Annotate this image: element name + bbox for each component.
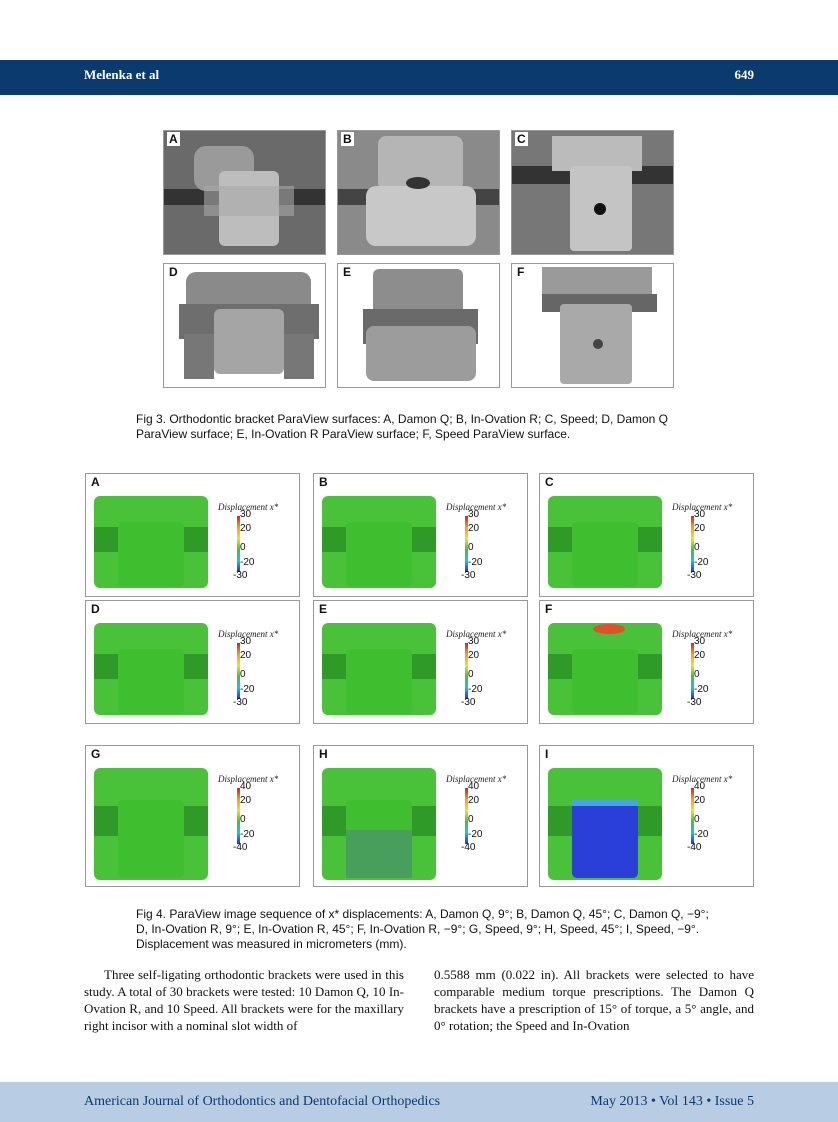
colorbar-tick-label: -30: [233, 570, 248, 581]
colorbar-tick-label: -40: [233, 842, 248, 853]
colorbar-tick-label: -20: [240, 557, 255, 568]
colorbar-tick-label: 30: [468, 509, 480, 520]
colorbar-tick-label: 30: [240, 636, 252, 647]
colorbar-tick-label: 0: [694, 669, 700, 680]
fig3-panel-b: [337, 130, 500, 255]
colorbar-tick-label: -20: [468, 684, 483, 695]
body-left-column: Three self-ligating orthodontic brackets were used in this study. A total of 30 brackets were tested: 10 Damon Q, 10 In-Ovation R, and 10 Speed. All brackets were for the maxillary right incisor with a nominal slot width of: [84, 967, 404, 1033]
colorbar-tick-label: 20: [694, 523, 706, 534]
fig3-panel-d: [163, 263, 326, 388]
bracket-surface: [338, 264, 500, 388]
bracket-photo: [512, 131, 674, 255]
colorbar-tick-label: -40: [461, 842, 476, 853]
footer-journal-title: American Journal of Orthodontics and Dentofacial Orthopedics: [84, 1094, 441, 1109]
page-number: 649: [734, 67, 754, 82]
colorbar-tick-label: 30: [468, 636, 480, 647]
panel-label: A: [169, 132, 178, 146]
displacement-surface: [318, 492, 440, 592]
bracket-surface: [512, 264, 674, 388]
colorbar-tick-label: -30: [461, 697, 476, 708]
colorbar-title: Displacement x*: [446, 774, 507, 784]
colorbar-tick-label: 20: [468, 523, 480, 534]
colorbar-tick-label: -40: [687, 842, 702, 853]
colorbar-tick-label: -20: [468, 557, 483, 568]
colorbar-tick-label: -20: [694, 684, 709, 695]
displacement-surface: [544, 492, 666, 592]
colorbar-title: Displacement x*: [446, 629, 507, 639]
colorbar-tick-label: -20: [694, 829, 709, 840]
panel-label: D: [91, 602, 100, 616]
displacement-surface: [318, 619, 440, 719]
panel-label: B: [319, 475, 328, 489]
body-right-column: 0.5588 mm (0.022 in). All brackets were selected to have comparable medium torque prescriptions. The Damon Q brackets have a prescription of 15° of torque, a 5° angle, and 0° rotation; the Speed and In-Ovation: [434, 967, 754, 1033]
displacement-surface: [544, 619, 666, 719]
fig4-panel-h: [313, 745, 528, 887]
panel-label: B: [343, 132, 352, 146]
fig3-caption: Fig 3. Orthodontic bracket ParaView surfaces: A, Damon Q; B, In-Ovation R; C, Speed; D, Damon Q ParaView surface; E, In-Ovation R ParaView surface; F, Speed ParaView surface.: [136, 412, 669, 441]
colorbar-tick-label: 30: [694, 636, 706, 647]
colorbar-tick-label: -20: [468, 829, 483, 840]
displacement-surface: [544, 764, 666, 884]
panel-label: F: [545, 602, 553, 616]
panel-label: C: [545, 475, 554, 489]
footer-issue-info: May 2013 • Vol 143 • Issue 5: [590, 1094, 754, 1109]
fig3-panel-a: [163, 130, 326, 255]
colorbar-tick-label: 20: [694, 650, 706, 661]
fig4-panel-c: [539, 473, 754, 597]
panel-label: C: [517, 132, 526, 146]
displacement-surface: [90, 619, 212, 719]
colorbar-tick-label: -20: [694, 557, 709, 568]
colorbar-title: Displacement x*: [672, 502, 733, 512]
colorbar-tick-label: 0: [240, 814, 246, 825]
bracket-surface: [164, 264, 326, 388]
colorbar-tick-label: 0: [468, 542, 474, 553]
displacement-surface: [90, 492, 212, 592]
colorbar-title: Displacement x*: [672, 629, 733, 639]
displacement-surface: [318, 764, 440, 884]
fig3-panel-c: [511, 130, 674, 255]
colorbar-title: Displacement x*: [672, 774, 733, 784]
panel-label: A: [91, 475, 100, 489]
colorbar-tick-label: -30: [687, 570, 702, 581]
fig4-panel-i: [539, 745, 754, 887]
fig3-panel-f: [511, 263, 674, 388]
colorbar-tick-label: 40: [468, 781, 480, 792]
panel-label: F: [517, 265, 525, 279]
colorbar-tick-label: 20: [468, 650, 480, 661]
colorbar-tick-label: 40: [240, 781, 252, 792]
colorbar-tick-label: -30: [687, 697, 702, 708]
fig4-panel-e: [313, 600, 528, 724]
colorbar-tick-label: 0: [240, 669, 246, 680]
colorbar-tick-label: 20: [468, 795, 480, 806]
fig4-panel-d: [85, 600, 300, 724]
colorbar-tick-label: 0: [468, 814, 474, 825]
colorbar-title: Displacement x*: [218, 629, 279, 639]
colorbar-tick-label: 0: [468, 669, 474, 680]
panel-label: E: [319, 602, 328, 616]
displacement-surface: [90, 764, 212, 884]
fig4-panel-g: [85, 745, 300, 887]
panel-label: E: [343, 265, 352, 279]
colorbar-tick-label: 20: [240, 523, 252, 534]
colorbar-tick-label: 20: [240, 650, 252, 661]
fig4-panel-a: [85, 473, 300, 597]
bracket-photo: [164, 131, 326, 255]
fig4-panel-f: [539, 600, 754, 724]
colorbar-tick-label: 20: [694, 795, 706, 806]
colorbar-tick-label: 30: [240, 509, 252, 520]
panel-label: G: [91, 747, 101, 761]
fig4-caption: Fig 4. ParaView image sequence of x* displacements: A, Damon Q, 9°; B, Damon Q, 45°; C, Damon Q, −9°; D, In-Ovation R, 9°; E, In-Ovation R, 45°; F, In-Ovation R, −9°; G, Speed, 9°; H, Speed, 45°; I, Speed, −9°. Displacement was measured in micrometers (mm).: [136, 907, 709, 951]
colorbar-tick-label: 30: [694, 509, 706, 520]
colorbar-title: Displacement x*: [218, 774, 279, 784]
fig3-panel-e: [337, 263, 500, 388]
colorbar-tick-label: 0: [694, 814, 700, 825]
panel-label: I: [545, 747, 549, 761]
panel-label: D: [169, 265, 178, 279]
colorbar-tick-label: -20: [240, 829, 255, 840]
bracket-photo: [338, 131, 500, 255]
header-author: Melenka et al: [84, 67, 160, 82]
colorbar-tick-label: 0: [240, 542, 246, 553]
colorbar-tick-label: 20: [240, 795, 252, 806]
colorbar-title: Displacement x*: [446, 502, 507, 512]
colorbar-tick-label: -30: [233, 697, 248, 708]
colorbar-tick-label: -30: [461, 570, 476, 581]
colorbar-tick-label: 40: [694, 781, 706, 792]
panel-label: H: [319, 747, 328, 761]
colorbar-tick-label: -20: [240, 684, 255, 695]
colorbar-tick-label: 0: [694, 542, 700, 553]
colorbar-title: Displacement x*: [218, 502, 279, 512]
fig4-panel-b: [313, 473, 528, 597]
